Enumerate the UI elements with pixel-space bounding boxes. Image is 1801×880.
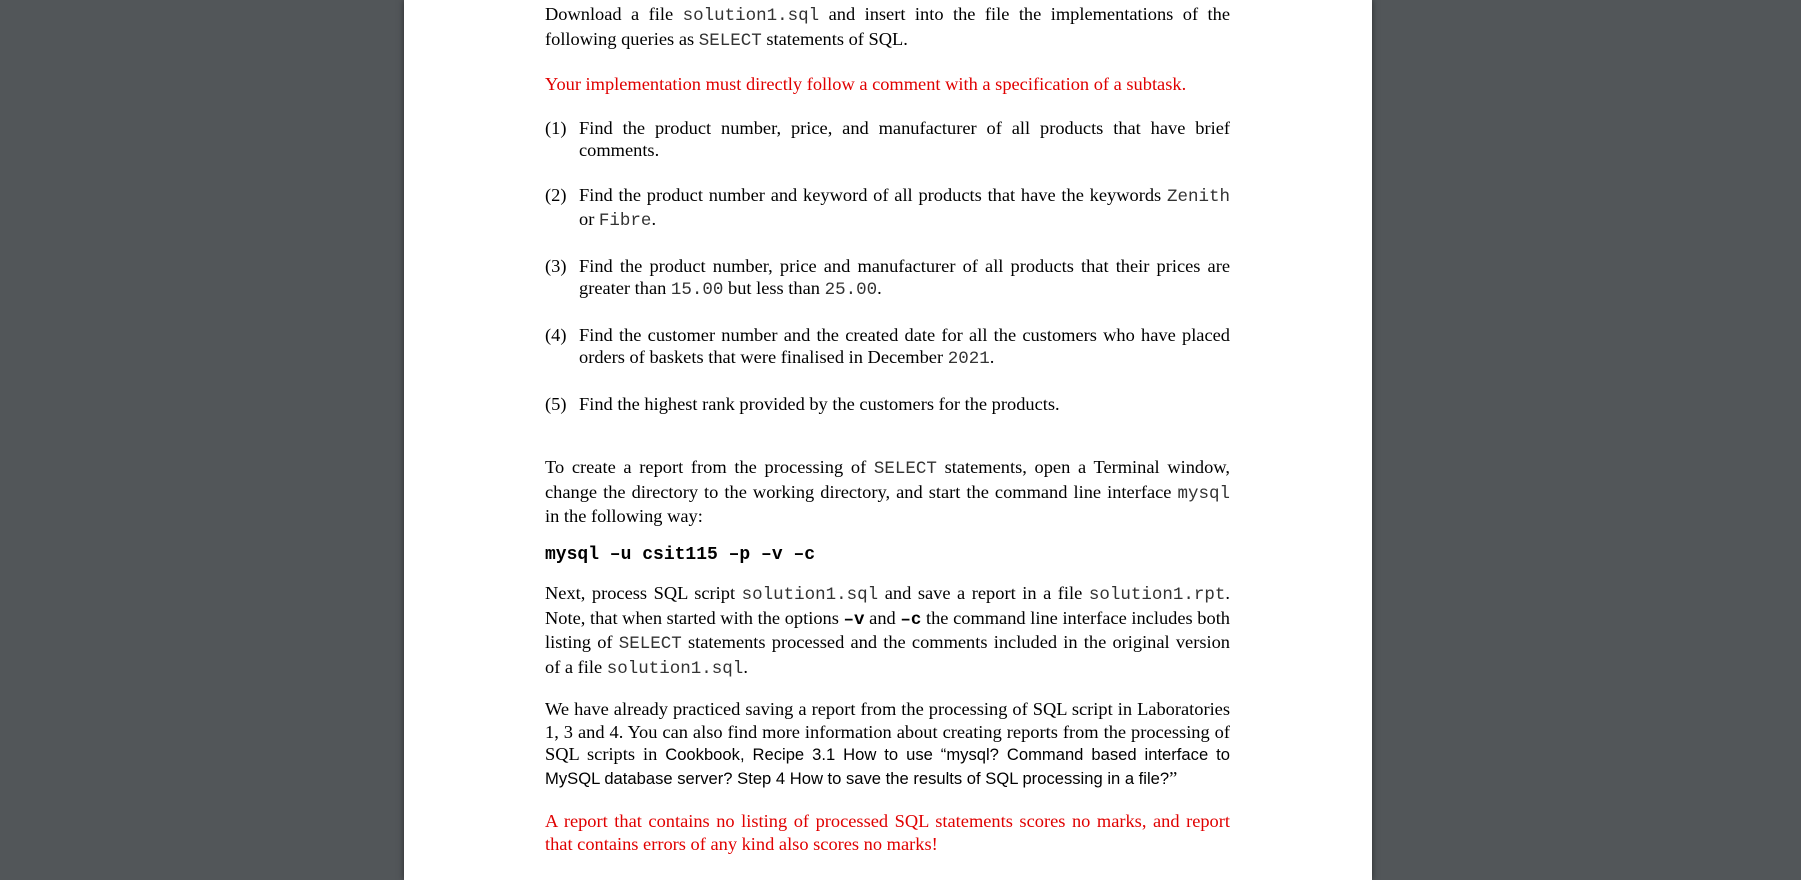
report-text: in the following way: <box>545 506 703 526</box>
option-c: –c <box>900 609 922 630</box>
mysql-command: mysql –u csit115 –p –v –c <box>545 544 816 565</box>
task-text: Find the product number, price, and manufacturer of all products that have brief comments. <box>579 117 1230 160</box>
page-content <box>545 3 1230 855</box>
price-min: 15.00 <box>670 280 724 300</box>
task-item-3 <box>545 255 1230 302</box>
task-text-part: but less than <box>723 278 825 298</box>
practiced-text: ” <box>1169 767 1178 788</box>
next-text: and save a report in a file <box>878 583 1089 603</box>
task-text-part: Find the product number and keyword of all products that have the keywords <box>579 184 1167 205</box>
task-number: (4) <box>545 324 567 345</box>
filename-solution-sql: solution1.sql <box>682 6 820 26</box>
task-text <box>579 255 1230 302</box>
task-text-part: Find the product number, price and manufacturer of all products that their prices are greater than <box>579 255 1230 298</box>
task-text-part: or <box>579 209 599 229</box>
next-paragraph <box>545 582 1230 680</box>
keyword-fibre: Fibre <box>598 211 652 231</box>
implementation-note: Your implementation must directly follow a comment with a specification of a subtask. <box>545 74 1187 94</box>
next-text: the command line interface includes both listing of <box>545 607 1230 652</box>
task-text <box>579 324 1230 371</box>
task-number: (2) <box>545 184 567 205</box>
report-text: statements, open a Terminal window, change the directory to the working directory, and start the command line interface <box>545 457 1230 502</box>
select-keyword: SELECT <box>618 634 682 654</box>
task-item-4 <box>545 324 1230 371</box>
next-text: statements processed and the comments included in the original version of a file <box>545 632 1230 677</box>
task-item-5 <box>545 393 1230 416</box>
task-number: (3) <box>545 255 567 276</box>
filename-solution-sql: solution1.sql <box>741 585 879 605</box>
task-text-part: . <box>651 209 657 229</box>
report-text: To create a report from the processing of <box>545 457 874 477</box>
intro-text: and insert into the file the implementations of the following queries as <box>545 4 1230 49</box>
filename-solution-sql: solution1.sql <box>606 658 744 679</box>
option-v: –v <box>843 609 865 630</box>
intro-text: statements of SQL. <box>761 28 908 49</box>
task-item-2 <box>545 184 1230 233</box>
select-keyword: SELECT <box>698 30 762 51</box>
task-text <box>579 184 1230 233</box>
task-text-part: . <box>877 278 882 298</box>
cookbook-reference: Cookbook, Recipe 3.1 How to use “mysql? Command based interface to MySQL database server? Step 4 How to save the results of SQL processing in a file? <box>545 745 1230 788</box>
task-number: (5) <box>545 393 567 414</box>
next-text: . Note, that when started with the options <box>545 583 1231 628</box>
task-item-1 <box>545 117 1230 162</box>
mysql-keyword: mysql <box>1177 483 1230 504</box>
next-text: and <box>864 607 901 628</box>
report-paragraph <box>545 456 1230 528</box>
task-text-part: Find the customer number and the created date for all the customers who have placed orders of baskets that were finalised in December <box>579 324 1230 367</box>
intro-paragraph <box>545 3 1230 52</box>
keyword-zenith: Zenith <box>1166 186 1230 207</box>
intro-text: Download a file <box>545 4 683 24</box>
next-text: Next, process SQL script <box>545 583 742 603</box>
document-page <box>404 0 1372 880</box>
practiced-text: We have already practiced saving a report from the processing of SQL script in Laboratories 1, 3 and 4. You can also find more information about creating reports from the processing of SQL scripts in <box>545 699 1230 764</box>
practiced-paragraph <box>545 698 1230 790</box>
task-text-part: . <box>989 347 995 367</box>
marking-warning: A report that contains no listing of processed SQL statements scores no marks, and report that contains errors of any kind also scores no marks! <box>545 811 1230 854</box>
next-text: . <box>743 656 748 677</box>
select-keyword: SELECT <box>873 459 937 479</box>
price-max: 25.00 <box>824 280 878 300</box>
task-number: (1) <box>545 117 567 138</box>
filename-solution-rpt: solution1.rpt <box>1088 585 1226 605</box>
year-value: 2021 <box>947 349 990 369</box>
task-text: Find the highest rank provided by the customers for the products. <box>579 393 1060 414</box>
